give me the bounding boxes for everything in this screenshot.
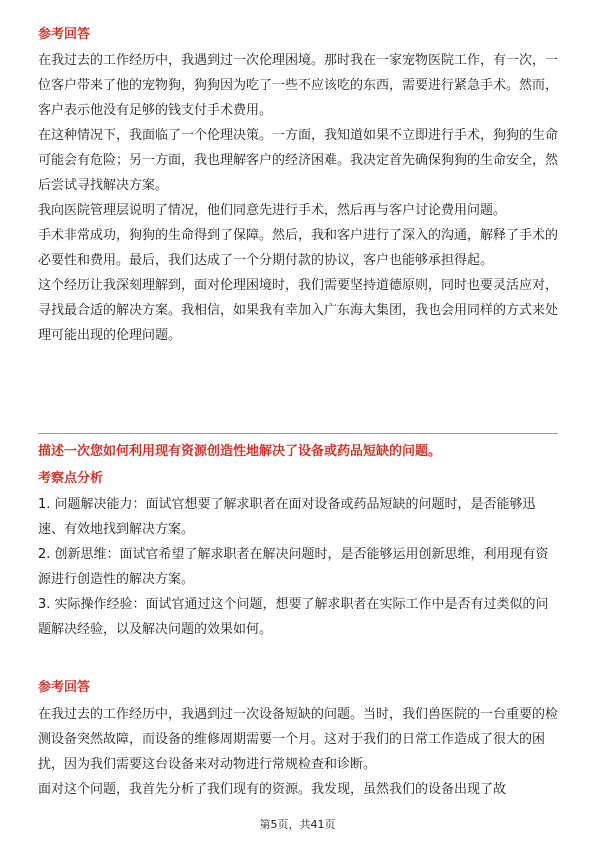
analysis-point: 2. 创新思维：面试官希望了解求职者在解决问题时，是否能够运用创新思维，利用现有资源进行创造性的解决方案。 xyxy=(38,547,549,587)
answer-paragraph: 在这种情况下，我面临了一个伦理决策。一方面，我知道如果不立即进行手术，狗狗的生命可能会有危险；另一方面，我也理解客户的经济困难。我决定首先确保狗狗的生命安全，然后尝试寻找解决方案。 xyxy=(38,128,559,193)
answer-paragraph: 在我过去的工作经历中，我遇到过一次伦理困境。那时我在一家宠物医院工作，有一次，一位客户带来了他的宠物狗，狗狗因为吃了一些不应该吃的东西，需要进行紧急手术。然而，客户表示他没有足够的钱支付手术费用。 xyxy=(38,53,559,118)
page-number: 第5页，共41页 xyxy=(259,818,336,831)
question-title: 描述一次您如何利用现有资源创造性地解决了设备或药品短缺的问题。 xyxy=(38,444,442,459)
analysis-points xyxy=(38,492,560,642)
answer-paragraph: 面对这个问题，我首先分析了我们现有的资源。我发现，虽然我们的设备出现了故 xyxy=(38,782,507,797)
analysis-point: 1. 问题解决能力：面试官想要了解求职者在面对设备或药品短缺的问题时，是否能够迅速、有效地找到解决方案。 xyxy=(38,497,536,537)
answer-paragraph: 在我过去的工作经历中，我遇到过一次设备短缺的问题。当时，我们兽医院的一台重要的检测设备突然故障，而设备的维修周期需要一个月。这对于我们的日常工作造成了很大的困扰，因为我们需要这台设备来对动物进行常规检查和诊断。 xyxy=(38,707,559,772)
section-divider xyxy=(38,433,558,434)
analysis-section xyxy=(38,470,560,488)
answer-section-2 xyxy=(38,679,560,697)
analysis-point: 3. 实际操作经验：面试官通过这个问题，想要了解求职者在实际工作中是否有过类似的问题解决经验，以及解决问题的效果如何。 xyxy=(38,597,549,637)
answer-heading: 参考回答 xyxy=(38,680,91,695)
answer-body-1 xyxy=(38,48,560,348)
answer-body-2 xyxy=(38,702,560,802)
answer-paragraph: 手术非常成功，狗狗的生命得到了保障。然后，我和客户进行了深入的沟通，解释了手术的必要性和费用。最后，我们达成了一个分期付款的协议，客户也能够承担得起。 xyxy=(38,228,559,268)
answer-heading: 参考回答 xyxy=(38,27,91,42)
question-section xyxy=(38,443,560,461)
analysis-heading: 考察点分析 xyxy=(38,471,104,486)
answer-section-1 xyxy=(38,26,560,44)
answer-paragraph: 我向医院管理层说明了情况，他们同意先进行手术，然后再与客户讨论费用问题。 xyxy=(38,203,507,218)
answer-paragraph: 这个经历让我深刻理解到，面对伦理困境时，我们需要坚持道德原则，同时也要灵活应对，寻找最合适的解决方案。我相信，如果我有幸加入广东海大集团，我也会用同样的方式来处理可能出现的伦理问题。 xyxy=(38,278,559,343)
